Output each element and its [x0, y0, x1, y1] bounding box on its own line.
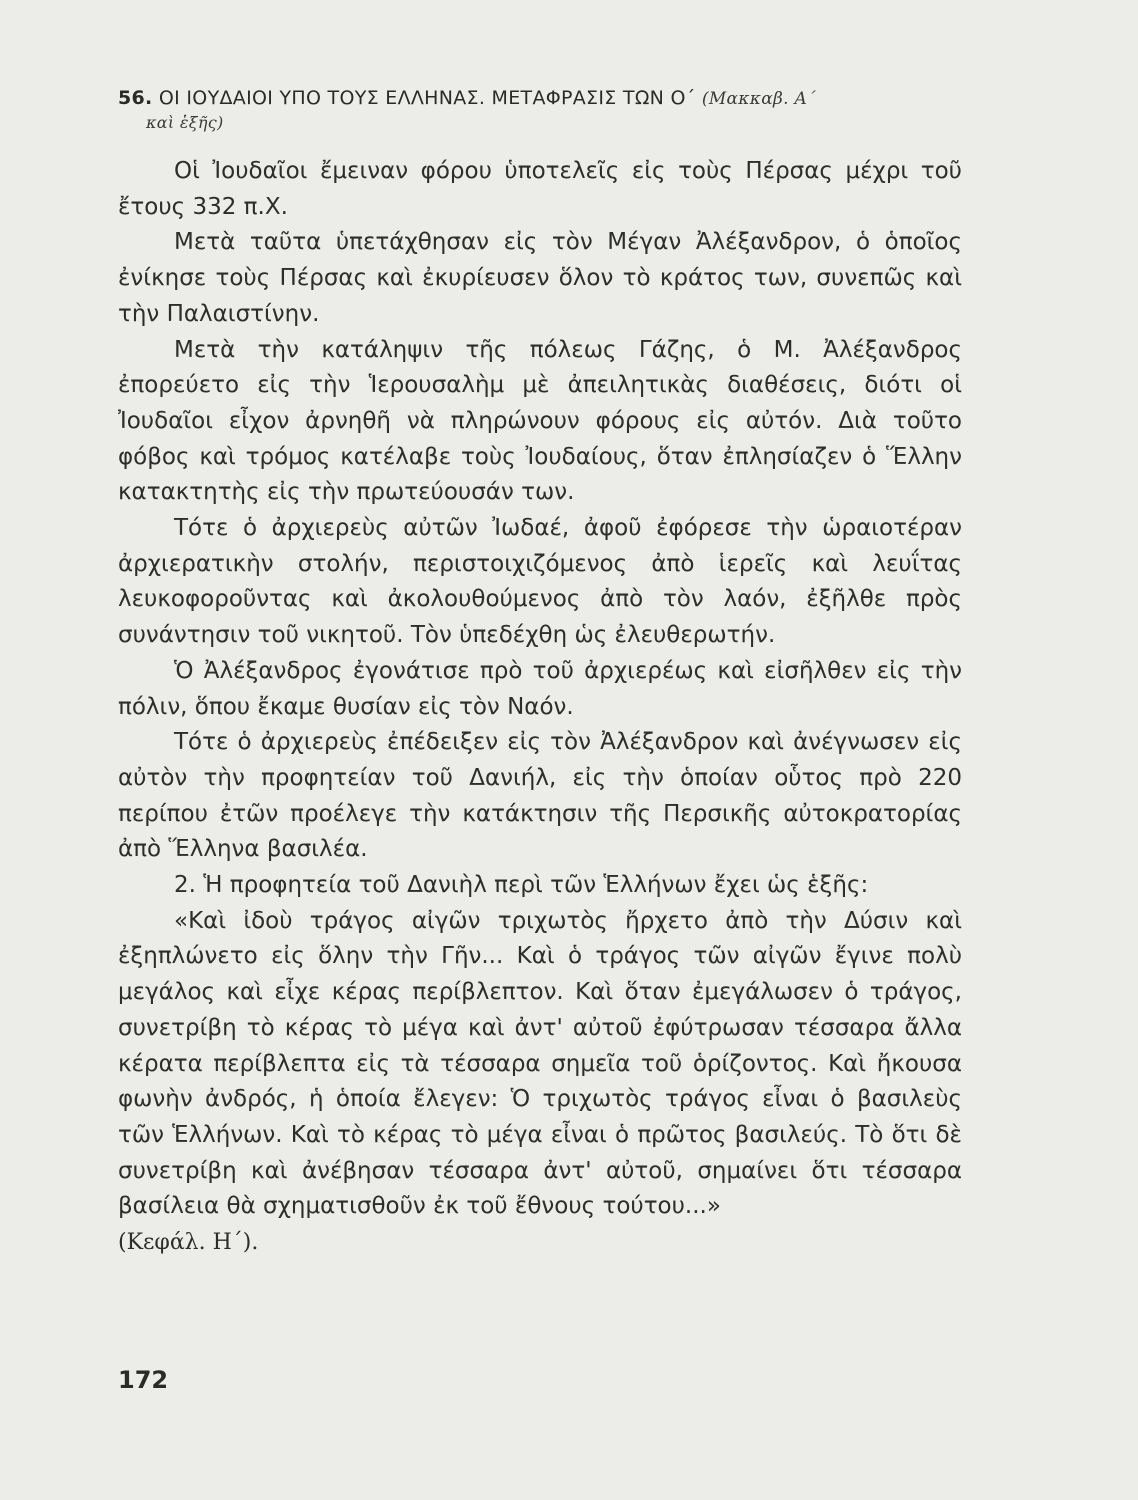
paragraph: Ὁ Ἀλέξανδρος ἐγονάτισε πρὸ τοῦ ἀρχιερέως καὶ εἰσῆλθεν εἰς τὴν πόλιν, ὅπου ἔκαμε θυσίαν εἰς τὸν Ναόν.	[118, 657, 962, 720]
paragraph: Τότε ὁ ἀρχιερεὺς αὐτῶν Ἰωδαέ, ἀφοῦ ἐφόρεσε τὴν ὡραιοτέραν ἀρχιερατικὴν στολήν, περιστοιχιζόμενος ἀπὸ ἱερεῖς καὶ λευΐτας λευκοφοροῦντας καὶ ἀκολουθούμενος ἀπὸ τὸν λαόν, ἐξῆλθε πρὸς συνάντησιν τοῦ νικητοῦ. Τὸν ὑπεδέχθη ὡς ἐλευθερωτήν.	[118, 515, 962, 649]
quotation-paragraph: «Καὶ ἰδοὺ τράγος αἰγῶν τριχωτὸς ἤρχετο ἀπὸ τὴν Δύσιν καὶ ἐξηπλώνετο εἰς ὅλην τὴν Γῆν... Καὶ ὁ τράγος τῶν αἰγῶν ἔγινε πολὺ μεγάλος καὶ εἶχε κέρας περίβλεπτον. Καὶ ὅταν ἐμεγάλωσεν ὁ τράγος, συνετρίβη τὸ κέρας τὸ μέγα καὶ ἀντ' αὐτοῦ ἐφύτρωσαν τέσσαρα ἄλλα κέρατα περίβλεπτα εἰς τὰ τέσσαρα σημεῖα τοῦ ὁρίζοντος. Καὶ ἤκουσα φωνὴν ἀνδρός, ἡ ὁποία ἔλεγεν: Ὁ τριχωτὸς τράγος εἶναι ὁ βασιλεὺς τῶν Ἑλλήνων. Καὶ τὸ κέρας τὸ μέγα εἶναι ὁ πρῶτος βασιλεύς. Τὸ ὅτι δὲ συνετρίβη καὶ ἀνέβησαν τέσσαρα ἀντ' αὐτοῦ, σημαίνει ὅτι τέσσαρα βασίλεια θὰ σχηματισθοῦν ἐκ τοῦ ἔθνους τούτου...»	[118, 907, 962, 1220]
body-text	[118, 154, 962, 1261]
paragraph: Τότε ὁ ἀρχιερεὺς ἐπέδειξεν εἰς τὸν Ἀλέξανδρον καὶ ἀνέγνωσεν εἰς αὐτὸν τὴν προφητείαν τοῦ Δανιήλ, εἰς τὴν ὁποίαν οὗτος πρὸ 220 περίπου ἐτῶν προέλεγε τὴν κατάκτησιν τῆς Περσικῆς αὐτοκρατορίας ἀπὸ Ἕλληνα βασιλέα.	[118, 729, 962, 863]
paragraph: Μετὰ τὴν κατάληψιν τῆς πόλεως Γάζης, ὁ Μ. Ἀλέξανδρος ἐπορεύετο εἰς τὴν Ἱερουσαλὴμ μὲ ἀπειλητικὰς διαθέσεις, διότι οἱ Ἰουδαῖοι εἶχον ἀρνηθῆ νὰ πληρώνουν φόρους εἰς αὐτόν. Διὰ τοῦτο φόβος καὶ τρόμος κατέλαβε τοὺς Ἰουδαίους, ὅταν ἐπλησίαζεν ὁ Ἕλλην κατακτητὴς εἰς τὴν πρωτεύουσάν των.	[118, 336, 962, 506]
header-reference-continued: καὶ ἑξῆς)	[146, 113, 224, 132]
page-number: 172	[118, 1366, 169, 1394]
section-title: ΟΙ ΙΟΥΔΑΙΟΙ ΥΠΟ ΤΟΥΣ ΕΛΛΗΝΑΣ. ΜΕΤΑΦΡΑΣΙΣ ΤΩΝ Ο΄	[158, 87, 696, 109]
paragraph: Οἱ Ἰουδαῖοι ἔμειναν φόρου ὑποτελεῖς εἰς τοὺς Πέρσας μέχρι τοῦ ἔτους 332 π.Χ.	[118, 158, 962, 220]
running-header	[118, 86, 968, 135]
citation: (Κεφάλ. Η΄).	[118, 1230, 259, 1256]
section-number: 56.	[118, 87, 153, 109]
paragraph: Μετὰ ταῦτα ὑπετάχθησαν εἰς τὸν Μέγαν Ἀλέξανδρον, ὁ ὁποῖος ἐνίκησε τοὺς Πέρσας καὶ ἐκυρίευσεν ὅλον τὸ κράτος των, συνεπῶς καὶ τὴν Παλαιστίνην.	[118, 229, 962, 327]
paragraph: 2. Ἡ προφητεία τοῦ Δανιὴλ περὶ τῶν Ἑλλήνων ἔχει ὡς ἑξῆς:	[174, 872, 869, 899]
header-reference: (Μακκαβ. Α΄	[701, 89, 816, 109]
